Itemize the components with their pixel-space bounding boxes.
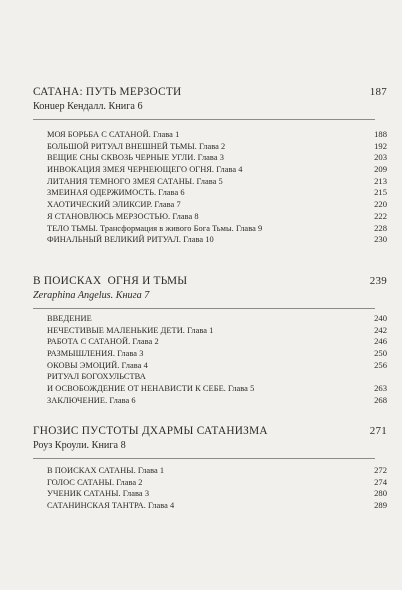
toc-entry-page: 250 [374, 348, 387, 359]
section-author: Роуз Кроули. Книга 8 [33, 440, 126, 451]
toc-entry-label: ФИНАЛЬНЫЙ ВЕЛИКИЙ РИТУАЛ. Глава 10 [47, 235, 214, 245]
toc-entry-label: Я СТАНОВЛЮСЬ МЕРЗОСТЬЮ. Глава 8 [47, 211, 199, 221]
toc-entry [33, 371, 375, 383]
toc-entry-page: 240 [374, 313, 387, 323]
toc-entry [33, 359, 387, 372]
section-title: В ПОИСКАХ ОГНЯ И ТЬМЫ [33, 275, 188, 287]
toc-entry-label: ГОЛОС САТАНЫ. Глава 2 [47, 477, 143, 487]
toc-entry [33, 187, 387, 199]
toc-entry-page: 192 [374, 140, 387, 151]
toc-entry-label: И ОСВОБОЖДЕНИЕ ОТ НЕНАВИСТИ К СЕБЕ. Глава 5 [47, 384, 255, 394]
toc-entry-page: 268 [374, 394, 387, 405]
toc-entry [33, 140, 387, 153]
toc-entry-page: 246 [374, 336, 387, 347]
toc-entry-label: ИНВОКАЦИЯ ЗМЕЯ ЧЕРНЕЮЩЕГО ОГНЯ. Глава 4 [47, 165, 243, 175]
toc-entry [33, 129, 387, 141]
section-author: Конuер Кендалл. Книга 6 [33, 101, 143, 112]
section-author: Zeraphina Angelus. Книга 7 [33, 290, 150, 301]
toc-entry-label: ВЕЩИЕ СНЫ СКВОЗЬ ЧЕРНЫЕ УГЛИ. Глава 3 [47, 153, 224, 163]
toc-entry-page: 256 [374, 359, 387, 370]
toc-entry-page: 274 [374, 476, 387, 487]
toc-entry-page: 289 [374, 500, 387, 511]
toc-entry [33, 383, 387, 395]
toc-entry [33, 313, 387, 325]
toc-entry-label: МОЯ БОРЬБА С САТАНОЙ. Глава 1 [47, 130, 180, 139]
toc-entry-page: 209 [374, 164, 387, 175]
section-divider [33, 308, 375, 309]
toc-entry-page: 228 [374, 222, 387, 233]
toc-entry-page: 215 [374, 187, 387, 198]
toc-entry [33, 324, 387, 337]
toc-entry [33, 465, 387, 477]
toc-section [33, 424, 387, 512]
toc-section [33, 274, 387, 407]
toc-entry [33, 476, 387, 489]
toc-entry-list [33, 313, 387, 407]
toc-entry-page: 203 [374, 152, 387, 163]
toc-entry-list [33, 129, 387, 246]
toc-section [33, 85, 387, 246]
toc-entry-label: ЗМЕИНАЯ ОДЕРЖИМОСТЬ. Глава 6 [47, 188, 185, 198]
toc-entry-label: ЛИТАНИЯ ТЕМНОГО ЗМЕЯ САТАНЫ. Глава 5 [47, 176, 223, 186]
toc-entry-label: БОЛЬШОЙ РИТУАЛ ВНЕШНЕЙ ТЬМЫ. Глава 2 [47, 141, 226, 151]
toc-entry-page: 242 [374, 324, 387, 335]
toc-entry [33, 199, 387, 211]
toc-entry-page: 220 [374, 199, 387, 210]
section-divider [33, 458, 375, 459]
toc-entry-list [33, 465, 387, 512]
section-divider [33, 119, 375, 120]
toc-entry [33, 152, 387, 164]
toc-entry-label: РИТУАЛ БОГОХУЛЬСТВА [47, 372, 146, 382]
toc-entry [33, 222, 387, 235]
section-title-row [33, 424, 387, 438]
toc-entry-label: ТЕЛО ТЬМЫ. Трансформация в живого Бога Тьмы. Глава 9 [47, 223, 263, 233]
toc-entry-page: 222 [374, 210, 387, 221]
toc-entry-label: РАЗМЫШЛЕНИЯ. Глава 3 [47, 349, 144, 359]
section-page-number: 239 [369, 275, 387, 287]
toc-entry-label: УЧЕНИК САТАНЫ. Глава 3 [47, 489, 150, 499]
toc-entry-label: ЗАКЛЮЧЕНИЕ. Глава 6 [47, 395, 136, 405]
toc-entry-label: В ПОИСКАХ САТАНЫ. Глава 1 [47, 466, 165, 475]
section-title-row [33, 274, 387, 288]
toc-entry [33, 164, 387, 176]
toc-entry-page: 272 [374, 465, 387, 475]
section-page-number: 187 [369, 86, 387, 98]
toc-entry [33, 336, 387, 348]
toc-entry-page: 230 [374, 234, 387, 245]
section-title: САТАНА: ПУТЬ МЕРЗОСТИ [33, 86, 182, 98]
section-page-number: 271 [369, 425, 387, 437]
toc-entry [33, 210, 387, 223]
toc-entry [33, 348, 387, 360]
toc-entry [33, 394, 387, 407]
toc-entry [33, 234, 387, 246]
toc-entry-label: ХАОТИЧЕСКИЙ ЭЛИКСИР. Глава 7 [47, 200, 181, 210]
toc-entry-label: РАБОТА С САТАНОЙ. Глава 2 [47, 337, 159, 347]
toc-entry-page: 188 [374, 129, 387, 139]
section-title-row [33, 85, 387, 99]
toc-entry [33, 500, 387, 512]
toc-entry-page: 263 [374, 383, 387, 394]
toc-entry-label: ОКОВЫ ЭМОЦИЙ. Глава 4 [47, 360, 148, 370]
toc-entry-page: 280 [374, 488, 387, 499]
toc-entry [33, 488, 387, 500]
toc-entry-label: ВВЕДЕНИЕ [47, 314, 92, 323]
toc-entry-label: НЕЧЕСТИВЫЕ МАЛЕНЬКИЕ ДЕТИ. Глава 1 [47, 325, 214, 335]
toc-entry-label: САТАНИНСКАЯ ТАНТРА. Глава 4 [47, 501, 175, 511]
toc-entry [33, 175, 387, 188]
section-title: ГНОЗИС ПУСТОТЫ ДХАРМЫ САТАНИЗМА [33, 425, 268, 437]
toc-entry-page: 213 [374, 175, 387, 186]
